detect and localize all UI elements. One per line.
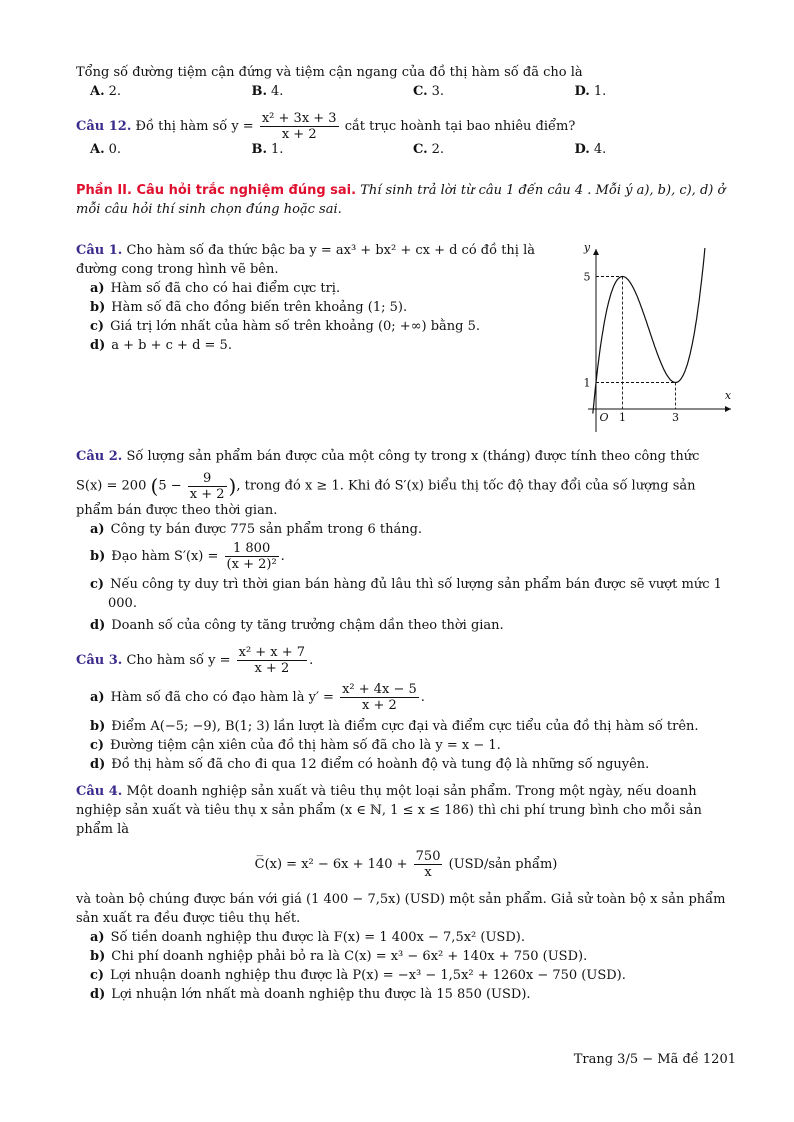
item-c: c) Giá trị lớn nhất của hàm số trên khoảng (0; +∞) bằng 5. [90, 319, 481, 334]
item-c: c) Nếu công ty duy trì thời gian bán hàng đủ lâu thì số lượng sản phẩm bán được sẽ vượt mức 1 000. [90, 576, 722, 611]
choice-a: A. 2. [90, 84, 122, 99]
y-tick-label: 1 [583, 376, 591, 390]
item-c: c) Đường tiệm cận xiên của đồ thị hàm số đã cho là y = x − 1. [90, 737, 501, 753]
item-d: d) a + b + c + d = 5. [90, 338, 232, 353]
item-d: d) Lợi nhuận lớn nhất mà doanh nghiệp thu được là 15 850 (USD). [90, 986, 531, 1002]
question-label: Câu 1. [76, 243, 123, 258]
cubic-graph [571, 237, 736, 437]
answer-choices [90, 141, 736, 159]
fraction: $\frac{\text{x² + x + 7}}{x + 2}$ [238, 644, 306, 676]
fraction: $\frac{\text{x² + 4x − 5}}{x + 2}$ [342, 681, 417, 713]
part-2-header [76, 181, 736, 219]
item-c: c) Lợi nhuận doanh nghiệp thu được là P(x) = −x³ − 1,5x² + 1260x − 750 (USD). [90, 967, 626, 983]
question-stem: Tổng số đường tiệm cận đứng và tiệm cận ngang của đồ thị hàm số đã cho là [76, 65, 583, 80]
prev-question [76, 64, 736, 101]
choice-b: B. 1. [251, 142, 284, 157]
fraction: $\frac{9}{x + 2}$ [189, 470, 225, 502]
fraction: $\frac{1 800}{\text{(x + 2)²}}$ [226, 540, 277, 572]
y-axis-label: y [583, 241, 591, 254]
question-label: Câu 4. [76, 783, 123, 799]
x-tick-label: 1 [619, 411, 626, 424]
fraction: $\frac{\text{x² + 3x + 3}}{x + 2}$ [261, 111, 337, 142]
choice-d: D. 1. [574, 84, 607, 99]
formula-post: , trong đó x ≥ 1. Khi đó S′(x) biểu thị tốc độ thay đổi của số lượng sản [236, 478, 696, 494]
formula-inner: 5 − [158, 478, 182, 494]
question-12 [76, 109, 736, 159]
question-label: Câu 2. [76, 449, 123, 464]
question-stem: Một doanh nghiệp sản xuất và tiêu thụ một loại sản phẩm. Trong một ngày, nếu doanh nghiệp sản xuất và tiêu thụ x sản phẩm (x ∈ ℕ, 1 ≤ x ≤ 186) thì chi phí trung bình cho mỗi sản phẩm là [76, 783, 702, 837]
question-2: Câu 2. Số lượng sản phẩm bán được của một công ty trong x (tháng) được tính theo công thức S(x) = 200 (5 − $\frac{9}{x + 2}$ ), trong đó x ≥ 1. Khi đó S′(x) biểu thị tốc độ thay đổi của số lượng sản phẩm bán được theo thời gian. a) Công ty bán được 775 sản phẩm trong 6 tháng. b) Đạo hàm S′(x) = $\frac{1 800}{\text{(x + 2)²}}$ . c) Nếu công ty duy trì thời gian bán hàng đủ lâu thì số lượng sản phẩm bán được sẽ vượt mức 1 000. d) Doanh số của công ty tăng trưởng chậm dần theo thời gian. [76, 447, 736, 635]
y-axis-arrow [593, 249, 599, 255]
x-tick-label: 3 [672, 411, 679, 424]
choice-c: C. 3. [413, 84, 445, 99]
question-stem-cont: phẩm bán được theo thời gian. [76, 502, 278, 518]
cubic-curve [593, 248, 705, 413]
item-d: d) Đồ thị hàm số đã cho đi qua 12 điểm có hoành độ và tung độ là những số nguyên. [90, 756, 650, 772]
question-stem-pre: Cho hàm số y = [126, 652, 231, 668]
question-label: Câu 3. [76, 652, 123, 668]
item-d: d) Doanh số của công ty tăng trưởng chậm dần theo thời gian. [90, 617, 504, 633]
x-axis-label: x [724, 389, 732, 402]
question-3: Câu 3. Cho hàm số y = $\frac{\text{x² + x + 7}}{x + 2}$ . a) Hàm số đã cho có đạo hàm là y′ = $\frac{\text{x² + 4x − 5}}{x + 2}$ . b) Điểm A(−5; −9), B(1; 3) lần lượt là điểm cực đại và điểm cực tiểu của đồ thị hàm số trên. c) Đường tiệm cận xiên của đồ thị hàm số đã cho là y = x − 1. d) Đồ thị hàm số đã cho đi qua 12 điểm có hoành độ và tung độ là những số nguyên. [76, 643, 736, 774]
answer-choices [90, 83, 736, 101]
question-label: Câu 12. [76, 119, 132, 134]
fraction: $\frac{750}{x}$ [415, 848, 441, 880]
question-1 [76, 241, 736, 441]
page-footer: Trang 3/5 − Mã đề 1201 [573, 1052, 736, 1067]
item-b: b) Hàm số đã cho đồng biến trên khoảng (1; 5). [90, 300, 408, 315]
question-4 [76, 782, 736, 1004]
exam-page [76, 64, 736, 1004]
item-b: b) Đạo hàm S′(x) = $\frac{1 800}{\text{(x + 2)²}}$ . [90, 540, 285, 572]
item-a: a) Hàm số đã cho có hai điểm cực trị. [90, 281, 341, 296]
question-stem-cont: và toàn bộ chúng được bán với giá (1 400 − 7,5x) (USD) một sản phẩm. Giả sử toàn bộ x sản phẩm sản xuất ra đều được tiêu thụ hết. [76, 891, 726, 926]
question-stem: Số lượng sản phẩm bán được của một công ty trong x (tháng) được tính theo công thức [126, 449, 700, 464]
item-b: b) Điểm A(−5; −9), B(1; 3) lần lượt là điểm cực đại và điểm cực tiểu của đồ thị hàm số trên. [90, 718, 699, 734]
origin-label: O [599, 411, 609, 424]
question-stem: Cho hàm số đa thức bậc ba y = ax³ + bx² + cx + d có đồ thị là đường cong trong hình vẽ bên. [76, 243, 536, 277]
question-stem-pre: Đồ thị hàm số y = [135, 119, 254, 134]
choice-d: D. 4. [574, 142, 607, 157]
x-axis-arrow [725, 406, 731, 412]
item-a: a) Hàm số đã cho có đạo hàm là y′ = $\frac{\text{x² + 4x − 5}}{x + 2}$ . [90, 681, 425, 713]
item-a: a) Công ty bán được 775 sản phẩm trong 6 tháng. [90, 521, 423, 537]
formula-pre: S(x) = 200 [76, 478, 147, 494]
item-b: b) Chi phí doanh nghiệp phải bỏ ra là C(x) = x³ − 6x² + 140x + 750 (USD). [90, 948, 588, 964]
section-title: Phần II. Câu hỏi trắc nghiệm đúng sai. [76, 183, 357, 198]
y-tick-label: 5 [583, 270, 591, 284]
item-a: a) Số tiền doanh nghiệp thu được là F(x) = 1 400x − 7,5x² (USD). [90, 929, 525, 945]
section-description: Thí sinh trả lời từ câu 1 đến câu 4 . Mỗi ý a), b), c), d) ở mỗi câu hỏi thí sinh chọn đúng hoặc sai. [76, 183, 726, 217]
question-stem-post: cắt trục hoành tại bao nhiêu điểm? [344, 119, 576, 134]
choice-b: B. 4. [251, 84, 284, 99]
choice-c: C. 2. [413, 142, 445, 157]
choice-a: A. 0. [90, 142, 122, 157]
cost-formula: C̅(x) = x² − 6x + 140 + $\frac{750}{x}$ (USD/sản phẩm) [254, 848, 558, 880]
